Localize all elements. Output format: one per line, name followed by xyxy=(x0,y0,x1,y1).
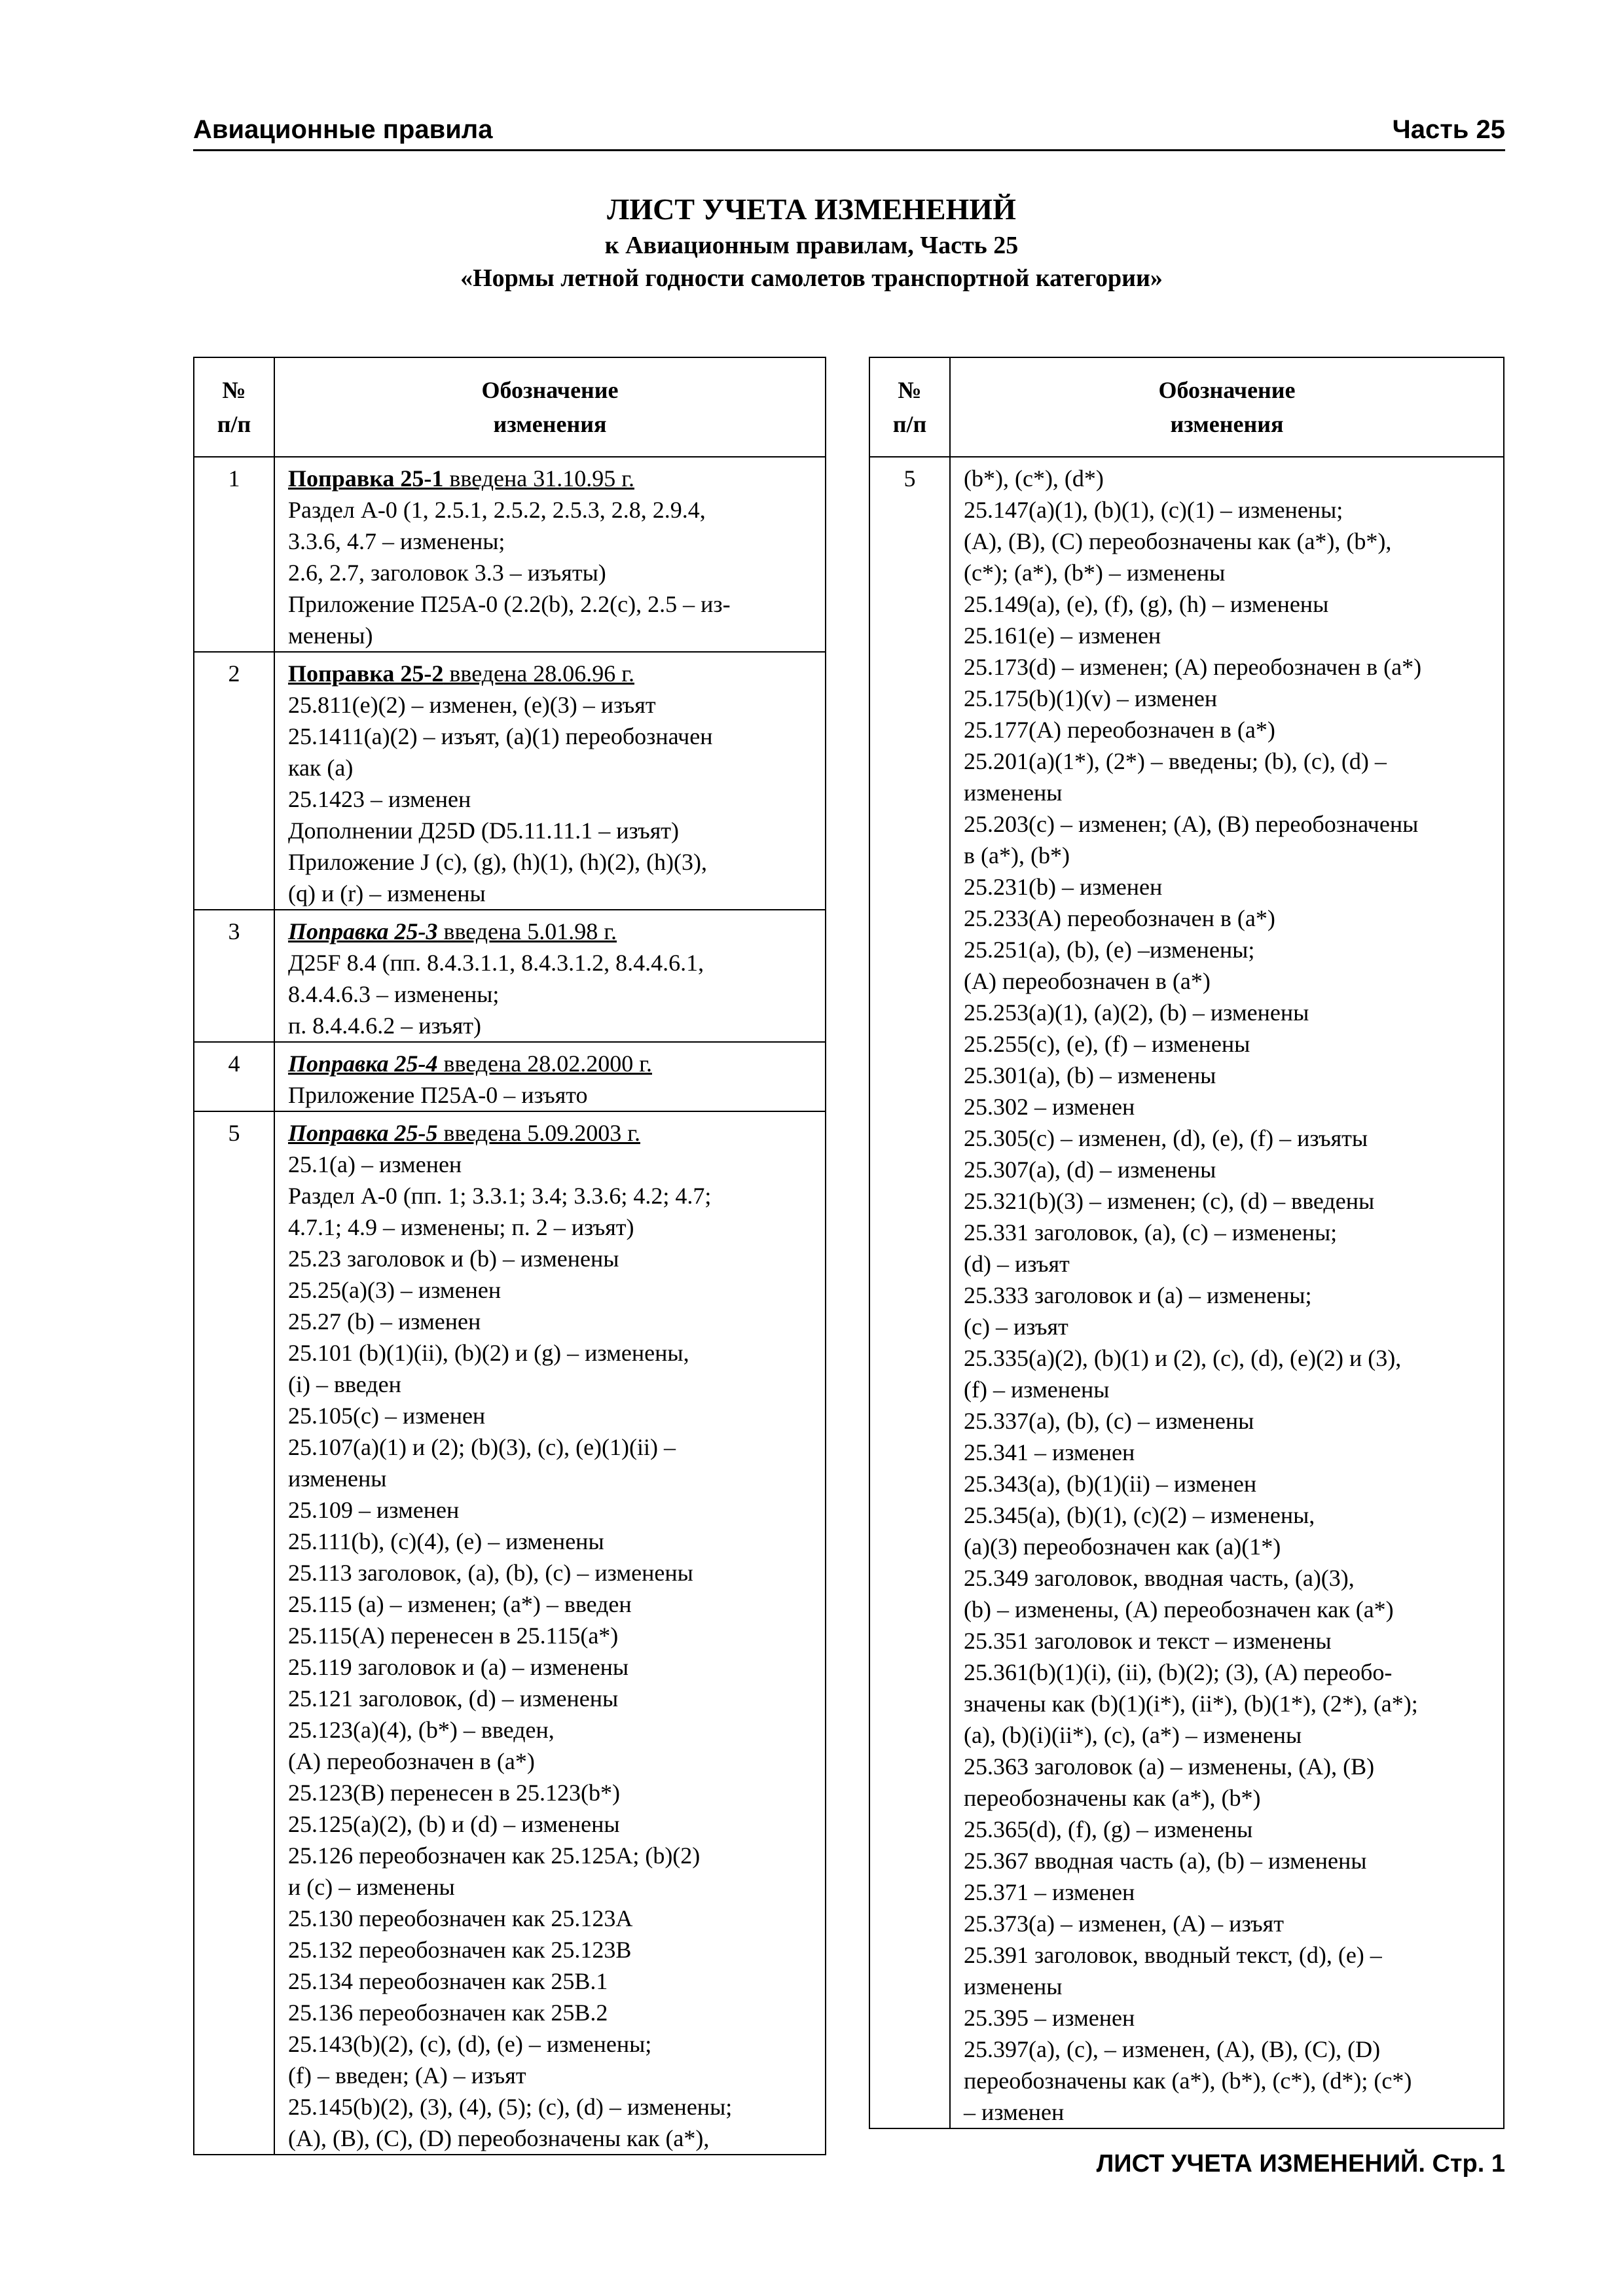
change-line: 25.321(b)(3) – изменен; (c), (d) – введены xyxy=(964,1188,1375,1214)
change-line: и (c) – изменены xyxy=(288,1874,455,1900)
change-line: 25.119 заголовок и (a) – изменены xyxy=(288,1654,629,1680)
change-line: изменены xyxy=(964,780,1063,806)
change-line: 25.125(a)(2), (b) и (d) – изменены xyxy=(288,1811,620,1837)
row-number: 1 xyxy=(194,457,274,652)
table-row xyxy=(869,457,1504,2128)
change-line: значены как (b)(1)(i*), (ii*), (b)(1*), (2*), (a*); xyxy=(964,1691,1418,1717)
header-desc-label: Обозначение изменения xyxy=(481,377,619,437)
amendment-line xyxy=(288,463,820,494)
header-part: Часть 25 xyxy=(1392,115,1505,144)
change-line: 8.4.4.6.3 – изменены; xyxy=(288,981,500,1007)
change-line: 25.161(e) – изменен xyxy=(964,622,1161,649)
changes-table-left xyxy=(193,357,826,2155)
change-line: 25.251(a), (b), (e) –изменены; xyxy=(964,937,1255,963)
header-num xyxy=(869,357,950,457)
change-line: переобозначены как (a*), (b*) xyxy=(964,1785,1261,1811)
change-line: 25.115(A) перенесен в 25.115(a*) xyxy=(288,1623,619,1649)
row-number: 5 xyxy=(194,1111,274,2155)
change-line: 25.373(a) – изменен, (A) – изъят xyxy=(964,1910,1284,1937)
change-line: 25.134 переобозначен как 25B.1 xyxy=(288,1968,608,1994)
change-line: 25.25(a)(3) – изменен xyxy=(288,1277,501,1303)
change-line: Раздел А-0 (1, 2.5.1, 2.5.2, 2.5.3, 2.8, 2.9.4, xyxy=(288,497,706,523)
change-line: в (a*), (b*) xyxy=(964,842,1070,869)
amendment-title: Поправка 25-1 xyxy=(288,465,444,492)
change-line: 25.123(a)(4), (b*) – введен, xyxy=(288,1717,555,1743)
change-line: 25.367 вводная часть (a), (b) – изменены xyxy=(964,1848,1367,1874)
change-line: (A) переобозначен в (a*) xyxy=(964,968,1211,994)
table-row xyxy=(194,652,826,910)
change-line: 25.173(d) – изменен; (A) переобозначен в (a*) xyxy=(964,654,1422,680)
row-description xyxy=(274,1042,826,1111)
change-line: 25.302 – изменен xyxy=(964,1094,1135,1120)
table-header-row xyxy=(194,357,826,457)
change-line: 25.255(c), (e), (f) – изменены xyxy=(964,1031,1250,1057)
change-line: 25.233(A) переобозначен в (a*) xyxy=(964,905,1275,931)
change-line: 2.6, 2.7, заголовок 3.3 – изъяты) xyxy=(288,560,606,586)
change-line: 25.1423 – изменен xyxy=(288,786,471,812)
amendment-date: введена 28.02.2000 г. xyxy=(437,1050,652,1077)
change-line: (q) и (r) – изменены xyxy=(288,880,486,906)
change-line: Приложение П25А-0 – изъято xyxy=(288,1082,588,1108)
change-line: (A), (B), (C) переобозначены как (a*), (b*), xyxy=(964,528,1392,554)
header-rule xyxy=(193,149,1505,151)
change-line: 25.1411(a)(2) – изъят, (a)(1) переобозначен xyxy=(288,723,713,749)
change-line: изменены xyxy=(964,1973,1063,2000)
change-line: 25.101 (b)(1)(ii), (b)(2) и (g) – изменены, xyxy=(288,1340,689,1366)
document-subtitle: к Авиационным правилам, Часть 25 xyxy=(604,232,1019,259)
row-description xyxy=(950,457,1504,2128)
amendment-line xyxy=(288,658,820,689)
change-line: Дополнении Д25D (D5.11.11.1 – изъят) xyxy=(288,817,679,844)
change-line: (i) – введен xyxy=(288,1371,401,1397)
change-line: 25.301(a), (b) – изменены xyxy=(964,1062,1216,1088)
change-line: 25.113 заголовок, (a), (b), (c) – изменены xyxy=(288,1560,693,1586)
change-line: 25.811(e)(2) – изменен, (e)(3) – изъят xyxy=(288,692,656,718)
change-line: 25.331 заголовок, (a), (c) – изменены; xyxy=(964,1219,1338,1246)
change-line: (f) – изменены xyxy=(964,1376,1110,1403)
change-line: 25.149(a), (e), (f), (g), (h) – изменены xyxy=(964,591,1329,617)
table-row xyxy=(194,910,826,1042)
row-number: 3 xyxy=(194,910,274,1042)
change-line: 25.335(a)(2), (b)(1) и (2), (c), (d), (e)(2) и (3), xyxy=(964,1345,1402,1371)
header-desc xyxy=(274,357,826,457)
change-line: 25.123(B) перенесен в 25.123(b*) xyxy=(288,1780,620,1806)
change-line: 25.145(b)(2), (3), (4), (5); (c), (d) – изменены; xyxy=(288,2094,733,2120)
change-line: как (a) xyxy=(288,755,354,781)
change-line: 25.307(a), (d) – изменены xyxy=(964,1157,1216,1183)
change-line: 25.231(b) – изменен xyxy=(964,874,1163,900)
change-line: (f) – введен; (A) – изъят xyxy=(288,2062,526,2089)
row-description xyxy=(274,910,826,1042)
changes-table-right xyxy=(869,357,1504,2129)
table-header-row xyxy=(869,357,1504,457)
change-line: менены) xyxy=(288,622,373,649)
amendment-title: Поправка 25-3 xyxy=(288,918,438,944)
change-line: 25.177(A) переобозначен в (a*) xyxy=(964,717,1275,743)
document-title-block xyxy=(0,190,1623,295)
change-line: 25.107(a)(1) и (2); (b)(3), (c), (e)(1)(ii) – xyxy=(288,1434,676,1460)
change-line: (a)(3) переобозначен как (a)(1*) xyxy=(964,1534,1281,1560)
change-line: 25.147(a)(1), (b)(1), (c)(1) – изменены; xyxy=(964,497,1343,523)
header-num-label: № п/п xyxy=(892,377,927,437)
change-line: 25.371 – изменен xyxy=(964,1879,1135,1905)
change-line: 25.253(a)(1), (a)(2), (b) – изменены xyxy=(964,999,1309,1026)
change-line: (b*), (c*), (d*) xyxy=(964,465,1104,492)
change-line: 25.351 заголовок и текст – изменены xyxy=(964,1628,1332,1654)
change-line: 25.115 (a) – изменен; (a*) – введен xyxy=(288,1591,632,1617)
change-line: 25.111(b), (c)(4), (e) – изменены xyxy=(288,1528,604,1554)
change-line: Приложение J (c), (g), (h)(1), (h)(2), (h)(3), xyxy=(288,849,708,875)
change-line: (b) – изменены, (A) переобозначен как (a*) xyxy=(964,1596,1394,1623)
header-title: Авиационные правила xyxy=(193,115,493,144)
amendment-title: Поправка 25-2 xyxy=(288,660,444,687)
header-desc xyxy=(950,357,1504,457)
change-line: 25.27 (b) – изменен xyxy=(288,1308,481,1335)
amendment-line xyxy=(288,916,820,947)
change-line: 25.333 заголовок и (a) – изменены; xyxy=(964,1282,1312,1308)
change-line: Д25F 8.4 (пп. 8.4.3.1.1, 8.4.3.1.2, 8.4.4.6.1, xyxy=(288,950,704,976)
change-line: 25.345(a), (b)(1), (c)(2) – изменены, xyxy=(964,1502,1315,1528)
change-line: 25.121 заголовок, (d) – изменены xyxy=(288,1685,619,1712)
header-num xyxy=(194,357,274,457)
change-line: Приложение П25А-0 (2.2(b), 2.2(c), 2.5 – из- xyxy=(288,591,731,617)
change-line: (c*); (a*), (b*) – изменены xyxy=(964,560,1226,586)
change-line: (A) переобозначен в (a*) xyxy=(288,1748,535,1774)
page-footer: ЛИСТ УЧЕТА ИЗМЕНЕНИЙ. Стр. 1 xyxy=(1096,2150,1505,2178)
change-line: 25.23 заголовок и (b) – изменены xyxy=(288,1246,619,1272)
row-description xyxy=(274,652,826,910)
change-line: 25.175(b)(1)(v) – изменен xyxy=(964,685,1218,711)
header-desc-label: Обозначение изменения xyxy=(1158,377,1296,437)
change-line: п. 8.4.4.6.2 – изъят) xyxy=(288,1013,482,1039)
change-line: 25.132 переобозначен как 25.123B xyxy=(288,1937,632,1963)
amendment-title: Поправка 25-5 xyxy=(288,1120,438,1146)
change-line: (a), (b)(i)(ii*), (c), (a*) – изменены xyxy=(964,1722,1302,1748)
amendment-date: введена 31.10.95 г. xyxy=(443,465,634,492)
change-line: 25.391 заголовок, вводный текст, (d), (e) – xyxy=(964,1942,1382,1968)
change-line: 3.3.6, 4.7 – изменены; xyxy=(288,528,505,554)
change-line: 25.105(c) – изменен xyxy=(288,1403,486,1429)
change-line: 25.126 переобозначен как 25.125A; (b)(2) xyxy=(288,1842,701,1869)
change-line: 4.7.1; 4.9 – изменены; п. 2 – изъят) xyxy=(288,1214,634,1240)
amendment-date: введена 5.01.98 г. xyxy=(437,918,617,944)
change-line: 25.109 – изменен xyxy=(288,1497,460,1523)
table-row xyxy=(194,1111,826,2155)
change-line: 25.363 заголовок (a) – изменены, (A), (B) xyxy=(964,1753,1375,1780)
amendment-date: введена 28.06.96 г. xyxy=(443,660,634,687)
change-line: 25.361(b)(1)(i), (ii), (b)(2); (3), (A) переобо- xyxy=(964,1659,1393,1685)
change-line: (d) – изъят xyxy=(964,1251,1070,1277)
change-line: 25.201(a)(1*), (2*) – введены; (b), (c), (d) – xyxy=(964,748,1387,774)
change-line: 25.343(a), (b)(1)(ii) – изменен xyxy=(964,1471,1257,1497)
document-title: ЛИСТ УЧЕТА ИЗМЕНЕНИЙ xyxy=(607,192,1016,226)
row-description xyxy=(274,1111,826,2155)
table-row xyxy=(194,1042,826,1111)
row-number: 4 xyxy=(194,1042,274,1111)
change-line: 25.143(b)(2), (c), (d), (e) – изменены; xyxy=(288,2031,652,2057)
amendment-line xyxy=(288,1117,820,1149)
row-description xyxy=(274,457,826,652)
amendment-date: введена 5.09.2003 г. xyxy=(437,1120,640,1146)
document-subtitle-2: «Нормы летной годности самолетов транспортной категории» xyxy=(460,264,1163,292)
change-line: 25.305(c) – изменен, (d), (e), (f) – изъяты xyxy=(964,1125,1368,1151)
table-row xyxy=(194,457,826,652)
header-num-label: № п/п xyxy=(217,377,251,437)
change-line: – изменен xyxy=(964,2099,1065,2125)
amendment-line xyxy=(288,1048,820,1079)
change-line: (A), (B), (C), (D) переобозначены как (a*), xyxy=(288,2125,710,2151)
change-line: 25.397(a), (c), – изменен, (A), (B), (C), (D) xyxy=(964,2036,1381,2062)
change-line: 25.395 – изменен xyxy=(964,2005,1135,2031)
change-line: 25.203(c) – изменен; (A), (B) переобозначены xyxy=(964,811,1419,837)
change-line: 25.130 переобозначен как 25.123A xyxy=(288,1905,633,1931)
change-line: переобозначены как (a*), (b*), (c*), (d*); (c*) xyxy=(964,2068,1412,2094)
change-line: 25.1(a) – изменен xyxy=(288,1151,462,1177)
amendment-title: Поправка 25-4 xyxy=(288,1050,438,1077)
change-line: Раздел А-0 (пп. 1; 3.3.1; 3.4; 3.3.6; 4.2; 4.7; xyxy=(288,1183,712,1209)
change-line: 25.341 – изменен xyxy=(964,1439,1135,1465)
change-line: 25.136 переобозначен как 25B.2 xyxy=(288,2000,608,2026)
change-line: (c) – изъят xyxy=(964,1314,1068,1340)
change-line: 25.337(a), (b), (c) – изменены xyxy=(964,1408,1254,1434)
row-number: 2 xyxy=(194,652,274,910)
change-line: 25.349 заголовок, вводная часть, (a)(3), xyxy=(964,1565,1355,1591)
row-number: 5 xyxy=(869,457,950,2128)
change-line: изменены xyxy=(288,1465,387,1492)
change-line: 25.365(d), (f), (g) – изменены xyxy=(964,1816,1253,1842)
